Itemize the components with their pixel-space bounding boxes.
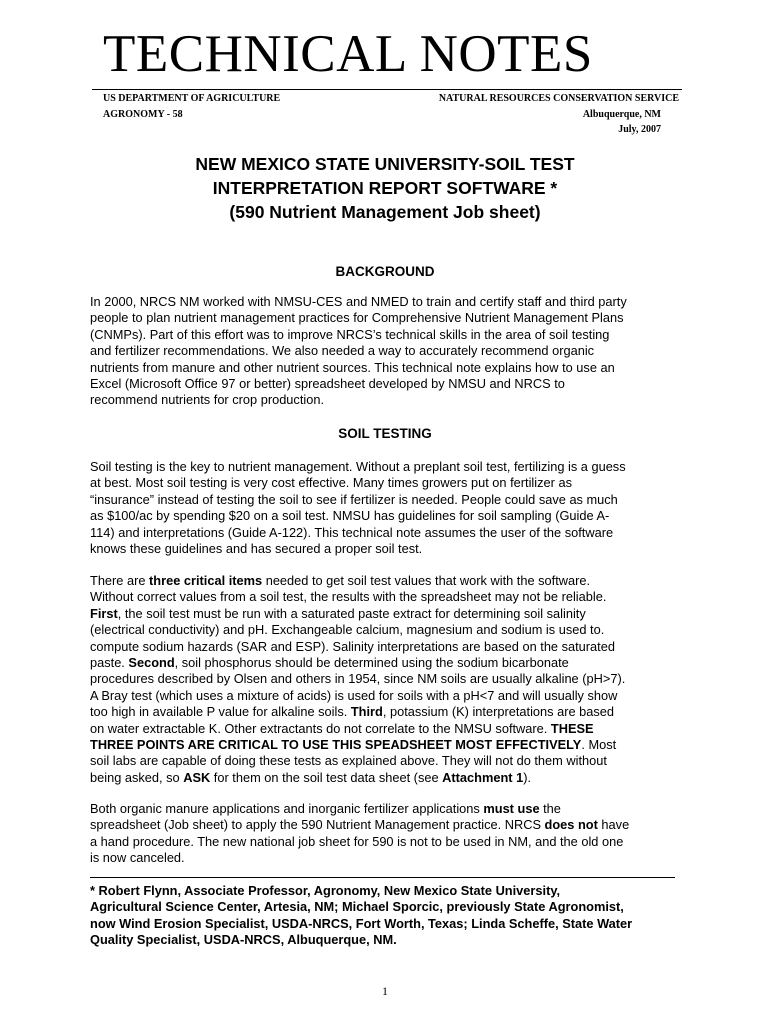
title-line: INTERPRETATION REPORT SOFTWARE * [212,178,558,198]
service-label: NATURAL RESOURCES CONSERVATION SERVICE [438,93,679,104]
text-line: paste. Second, soil phosphorus should be determined using the sodium bicarbonate [90,655,569,671]
text-line: being asked, so ASK for them on the soil test data sheet (see Attachment 1). [90,769,532,785]
text-line: First, the soil test must be run with a saturated paste extract for determining soil salinity [90,605,586,621]
header-rule [92,89,682,90]
soil-testing-paragraph-1 [90,459,680,557]
masthead-title: TECHNICAL NOTES [103,25,593,83]
text-line: at best. Most soil testing is very cost effective. Many times growers put on fertilizer as [90,475,572,491]
text-line: Soil testing is the key to nutrient management. Without a preplant soil test, fertilizing is a guess [90,459,626,474]
text-line: knows these guidelines and has secured a proper soil test. [90,541,423,557]
text-line: on water extractable K. Other extractants do not correlate to the NMSU software. THESE [90,720,594,736]
text-line: Both organic manure applications and inorganic fertilizer applications must use the [90,801,561,816]
soil-testing-paragraph-3 [90,801,680,867]
series-label: AGRONOMY - 58 [103,109,183,120]
text-line: There are three critical items needed to get soil test values that work with the software. [90,573,591,588]
footnote-rule [90,877,675,878]
footnote-line: now Wind Erosion Specialist, USDA-NRCS, Fort Worth, Texas; Linda Scheffe, State Water [90,915,633,931]
background-paragraph [90,294,680,409]
background-heading: BACKGROUND [335,264,435,279]
text-line: spreadsheet (Job sheet) to apply the 590 Nutrient Management practice. NRCS does not have [90,817,630,833]
text-line: nutrients from manure and other nutrient sources. This technical note explains how to use an [90,359,615,375]
title-line: (590 Nutrient Management Job sheet) [229,202,541,222]
text-line: A Bray test (which uses a mixture of acids) is used for soils with a pH<7 and will usually show [90,687,618,703]
page-number: 1 [382,984,388,998]
text-line: a hand procedure. The new national job sheet for 590 is not to be used in NM, and the old one [90,833,624,849]
text-line: compute sodium hazards (SAR and ESP). Salinity interpretations are based on the saturated [90,638,615,654]
footnote-line: Quality Specialist, USDA-NRCS, Albuquerque, NM. [90,932,397,948]
title-line: NEW MEXICO STATE UNIVERSITY-SOIL TEST [195,154,575,174]
text-line: and fertilizer recommendations. We also needed a way to accurately recommend organic [90,343,595,359]
text-line: 114) and interpretations (Guide A-122). This technical note assumes the user of the software [90,524,614,540]
text-line: too high in available P value for alkaline soils. Third, potassium (K) interpretations are based [90,704,615,720]
text-line: is now canceled. [90,850,185,866]
location-label: Albuquerque, NM [582,109,661,120]
document-title [90,152,680,224]
text-line: (CNMPs). Part of this effort was to improve NRCS’s technical skills in the area of soil testing [90,326,610,342]
soil-testing-paragraph-2 [90,573,680,786]
text-line: Without correct values from a soil test, the results with the spreadsheet may not be reliable. [90,589,607,605]
footnote-line: * Robert Flynn, Associate Professor, Agronomy, New Mexico State University, [90,883,561,898]
department-label: US DEPARTMENT OF AGRICULTURE [103,93,281,104]
text-line: people to plan nutrient management practices for Comprehensive Nutrient Management Plans [90,310,624,326]
text-line: soil labs are capable of doing these tests as explained above. They will not do them without [90,753,607,769]
text-line: as $100/ac by spending $20 on a soil test. NMSU has guidelines for soil sampling (Guide A- [90,508,610,524]
soil-testing-heading: SOIL TESTING [338,426,432,441]
text-line: (electrical conductivity) and pH. Exchangeable calcium, magnesium and sodium is used to. [90,622,605,638]
text-line: “insurance” instead of testing the soil to see if fertilizer is needed. People could save as much [90,491,618,507]
date-label: July, 2007 [618,124,661,135]
text-line: recommend nutrients for crop production. [90,392,325,408]
text-line: THREE POINTS ARE CRITICAL TO USE THIS SPEADSHEET MOST EFFECTIVELY. Most [90,737,617,753]
text-line: In 2000, NRCS NM worked with NMSU-CES and NMED to train and certify staff and third party [90,294,627,309]
text-line: procedures described by Olsen and others in 1954, since NM soils are usually alkaline (pH>7). [90,671,626,687]
footnote-line: Agricultural Science Center, Artesia, NM; Michael Sporcic, previously State Agronomist, [90,899,624,915]
footnote [90,883,690,949]
text-line: Excel (Microsoft Office 97 or better) spreadsheet developed by NMSU and NRCS to [90,376,565,392]
